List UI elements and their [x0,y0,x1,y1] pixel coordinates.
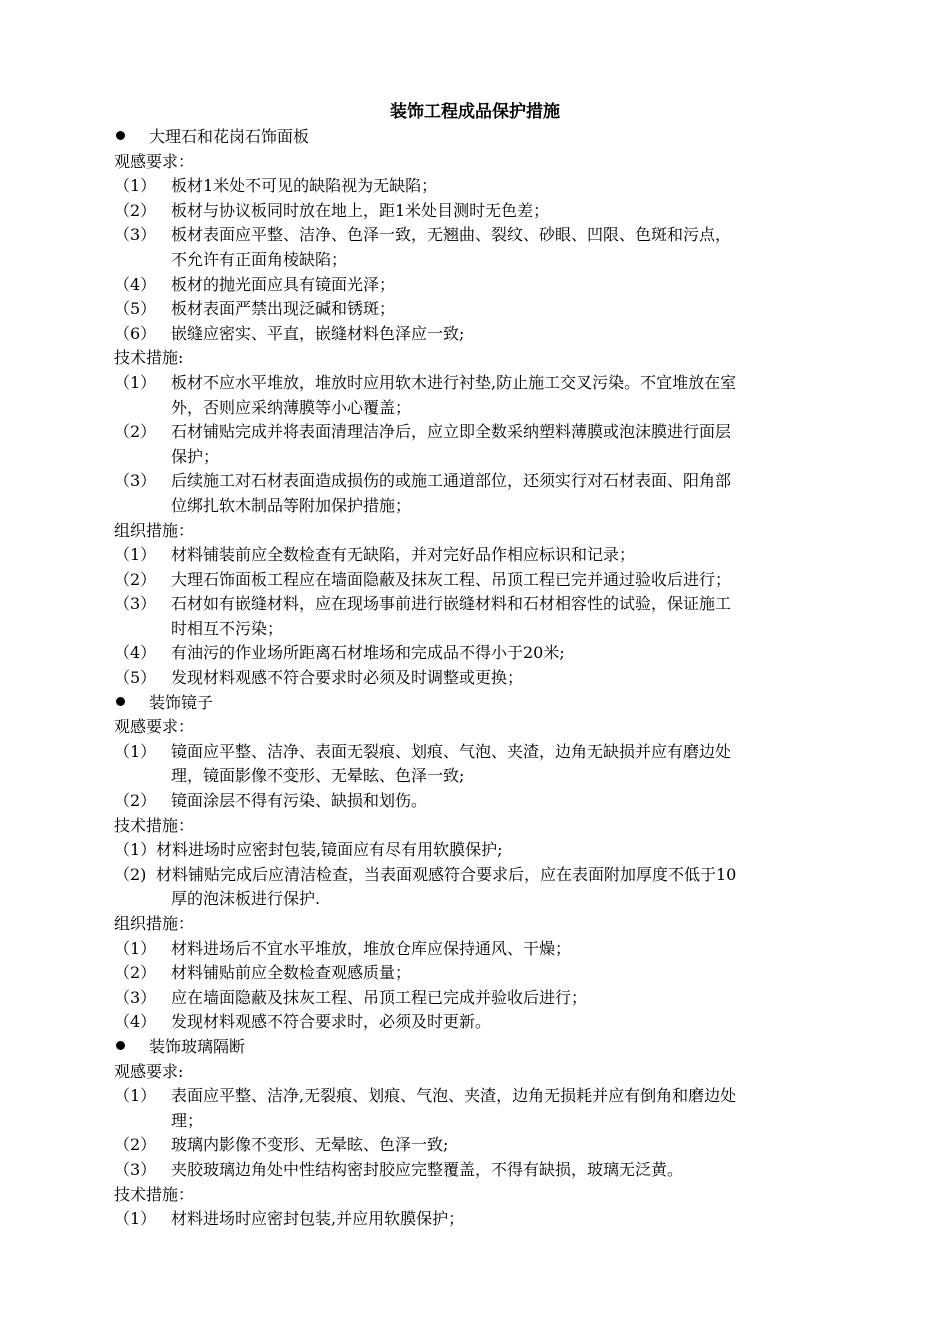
list-item [114,223,864,248]
list-item-number: （3） [114,594,157,614]
list-item-number: （1） [114,1086,157,1106]
list-item-text: 镜面应平整、洁净、表面无裂痕、划痕、气泡、夹渣，边角无缺损并应有磨边处 [171,741,732,761]
list-item-text: 板材表面严禁出现泛碱和锈斑； [171,299,396,319]
list-item-number: （2） [114,569,157,589]
list-item-number: （5） [114,668,157,688]
list-item-text: 镜面涂层不得有污染、缺损和划伤。 [171,791,428,811]
list-item [114,568,864,593]
list-item-text: 板材不应水平堆放，堆放时应用软木进行衬垫,防止施工交叉污染。不宜堆放在室 [171,372,737,392]
list-item-number: （1） [114,545,157,565]
list-item [114,420,864,445]
list-item-text: 发现材料观感不符合要求时，必须及时更新。 [171,1012,492,1032]
group-heading: 技术措施： [114,1184,195,1204]
section-bullet-heading [114,1035,864,1060]
list-item-text: 板材与协议板同时放在地上，距1米处目测时无色差； [171,200,550,220]
list-item-continuation: 时相互不污染； [171,618,284,638]
list-item [114,740,864,765]
list-item-text: 板材表面应平整、洁净、色泽一致，无翘曲、裂纹、砂眼、凹限、色斑和污点， [171,225,732,245]
list-item [114,937,864,962]
list-item-number: （3） [114,471,157,491]
list-item-text: 发现材料观感不符合要求时必须及时调整或更换； [171,668,524,688]
list-item [114,986,864,1011]
list-item [114,322,864,347]
list-item [114,1133,864,1158]
group-heading: 观感要求： [114,151,195,171]
list-item-number: （1） [114,372,157,392]
list-item [114,838,864,863]
list-item-continuation: 外，否则应采纳薄膜等小心覆盖； [171,397,412,417]
list-item [114,666,864,691]
list-item-text: 后续施工对石材表面造成损伤的或施工通道部位，还须实行对石材表面、阳角部 [171,471,732,491]
bullet-dot-icon [116,697,125,706]
list-item-number: （1） [114,840,157,860]
list-item [114,641,864,666]
list-item-text: 材料铺装前应全数检查有无缺陷，并对完好品作相应标识和记录； [171,545,636,565]
list-item-number: （1） [114,1209,157,1229]
list-item [114,1158,864,1183]
group-heading: 技术措施: [114,348,184,368]
document-body [114,125,864,1232]
list-item-number: （3） [114,225,157,245]
list-item [114,592,864,617]
list-item [114,1207,864,1232]
list-item-text: 石材铺贴完成并将表面清理洁净后，应立即全数采纳塑料薄膜或泡沫膜进行面层 [171,422,732,442]
list-item-continuation: 厚的泡沫板进行保护. [171,889,321,909]
list-item [114,863,864,888]
list-item-continuation: 位绑扎软木制品等附加保护措施； [171,495,412,515]
list-item-number: （3） [114,987,157,1007]
list-item-number: （2) [114,864,147,884]
list-item [114,1010,864,1035]
list-item-text: 有油污的作业场所距离石材堆场和完成品不得小于20米; [171,643,565,663]
list-item [114,1084,864,1109]
list-item-text: 玻璃内影像不变形、无晕眩、色泽一致; [171,1135,449,1155]
list-item [114,297,864,322]
group-heading: 观感要求： [114,717,195,737]
list-item-text: 应在墙面隐蔽及抹灰工程、吊顶工程已完成并验收后进行； [171,987,588,1007]
list-item-number: （5） [114,299,157,319]
list-item-number: （4） [114,1012,157,1032]
list-item [114,961,864,986]
list-item [114,174,864,199]
list-item-continuation: 保护； [171,446,220,466]
list-item-number: （2） [114,963,157,983]
list-item-text: 嵌缝应密实、平直，嵌缝材料色泽应一致; [171,323,465,343]
list-item-continuation: 不允许有正面角棱缺陷； [171,249,348,269]
list-item-number: （2） [114,791,157,811]
list-item-text: 夹胶玻璃边角处中性结构密封胶应完整覆盖，不得有缺损，玻璃无泛黄。 [171,1159,684,1179]
list-item-number: （3） [114,1159,157,1179]
section-title: 大理石和花岗石饰面板 [149,127,310,146]
section-title: 装饰玻璃隔断 [149,1036,246,1056]
section-bullet-heading [114,125,864,150]
list-item [114,789,864,814]
bullet-dot-icon [116,131,125,140]
list-item-continuation: 理，镜面影像不变形、无晕眩、色泽一致; [171,766,465,786]
list-item-number: （4） [114,274,157,294]
list-item [114,469,864,494]
list-item [114,273,864,298]
group-heading: 组织措施： [114,520,195,540]
list-item-number: （1） [114,938,157,958]
list-item-number: （2） [114,1135,157,1155]
list-item-number: （1） [114,176,157,196]
list-item-continuation: 理； [171,1110,204,1130]
group-heading: 组织措施： [114,914,195,933]
list-item-text: 板材1米处不可见的缺陷视为无缺陷； [171,176,438,196]
list-item-text: 材料进场时应密封包装,并应用软膜保护； [171,1209,465,1229]
list-item-text: 板材的抛光面应具有镜面光泽； [171,274,396,294]
list-item-text: 材料进场时应密封包装,镜面应有尽有用软膜保护; [156,840,503,860]
group-heading: 观感要求: [114,1061,184,1081]
section-title: 装饰镜子 [149,692,214,712]
group-heading: 技术措施： [114,815,195,835]
list-item [114,543,864,568]
list-item-text: 大理石饰面板工程应在墙面隐蔽及抹灰工程、吊顶工程已完并通过验收后进行； [171,569,732,589]
section-bullet-heading [114,691,864,716]
list-item-number: （2） [114,200,157,220]
list-item-text: 材料进场后不宜水平堆放，堆放仓库应保持通风、干燥； [171,938,572,958]
document-title: 装饰工程成品保护措施 [390,102,560,122]
list-item-text: 石材如有嵌缝材料，应在现场事前进行嵌缝材料和石材相容性的试验，保证施工 [171,594,732,614]
list-item-text: 材料铺贴前应全数检查观感质量； [171,963,412,983]
list-item-text: 材料铺贴完成后应清洁检查，当表面观感符合要求后，应在表面附加厚度不低于10 [156,864,737,884]
list-item [114,371,864,396]
list-item-number: （2） [114,422,157,442]
list-item-text: 表面应平整、洁净,无裂痕、划痕、气泡、夹渣，边角无损耗并应有倒角和磨边处 [171,1086,737,1106]
list-item-number: （4） [114,643,157,663]
list-item-number: （1） [114,741,157,761]
bullet-dot-icon [116,1041,125,1050]
list-item-number: （6） [114,323,157,343]
list-item [114,199,864,224]
